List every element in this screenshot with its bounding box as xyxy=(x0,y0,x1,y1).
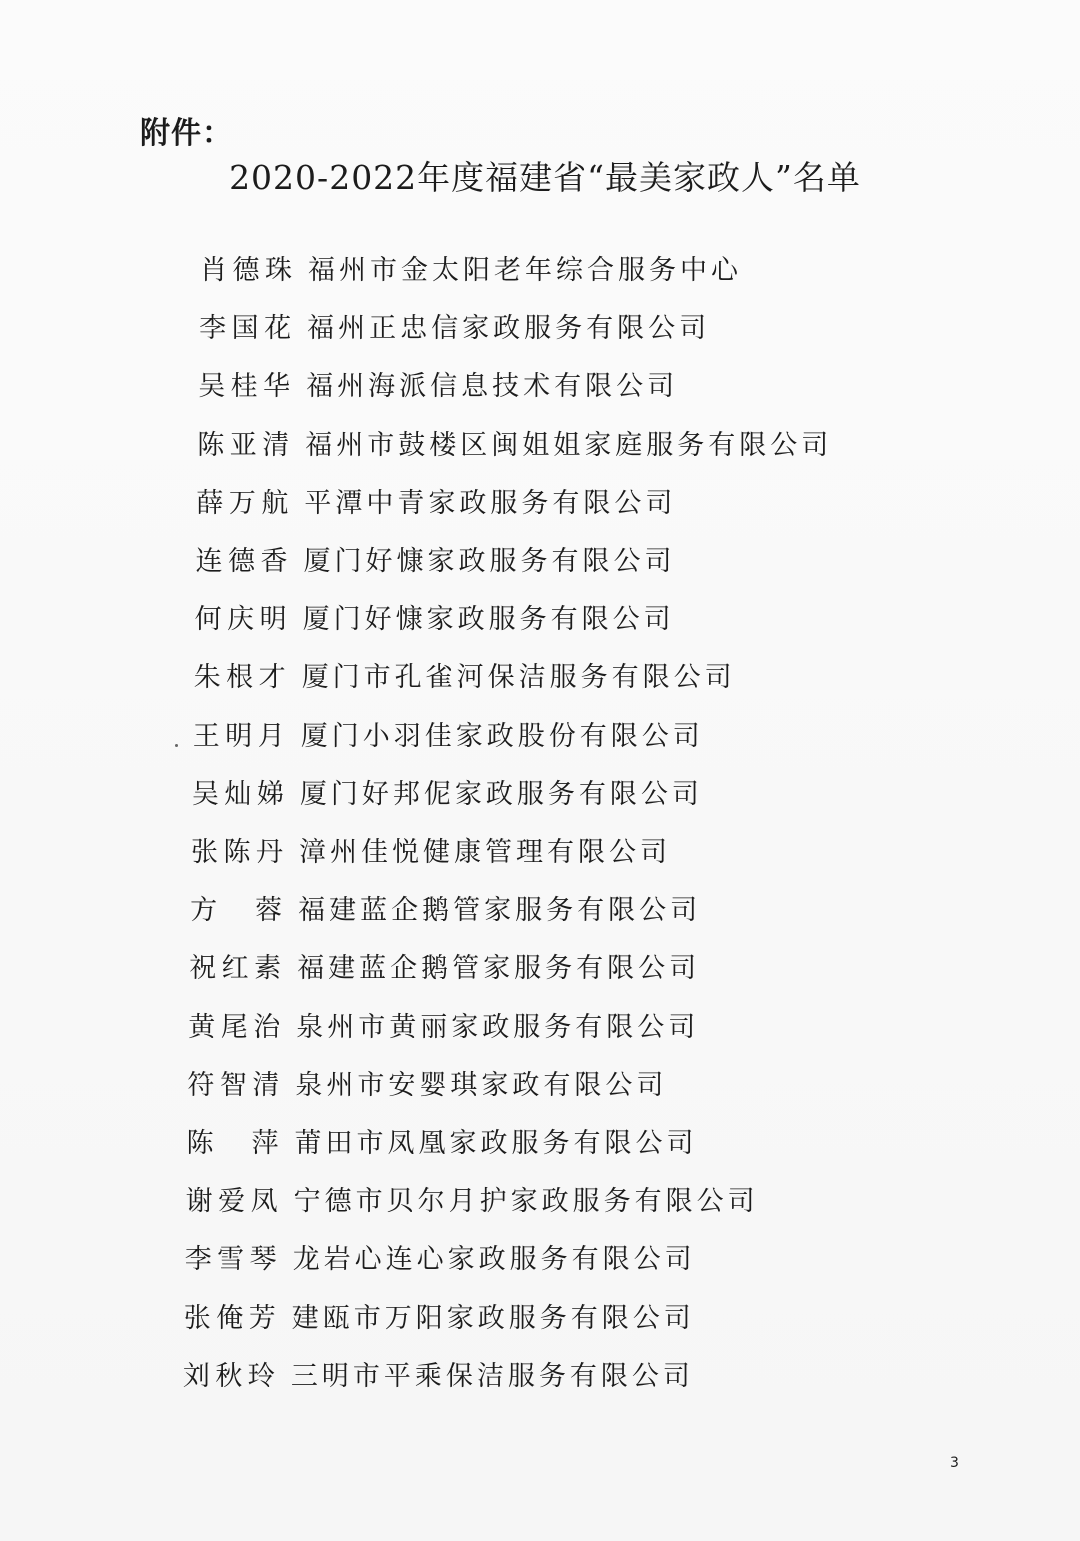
person-name: 陈萍 xyxy=(186,1128,279,1159)
list-item xyxy=(200,248,742,288)
list-item xyxy=(197,423,832,463)
organization-name: 厦门小羽佳家政股份有限公司 xyxy=(300,720,704,752)
person-name: 谢爱凤 xyxy=(185,1186,278,1218)
list-item xyxy=(190,888,701,928)
list-item xyxy=(187,1063,667,1103)
list-item xyxy=(192,772,703,812)
organization-name: 福州市鼓楼区闽姐姐家庭服务有限公司 xyxy=(305,429,833,461)
organization-name: 福州海派信息技术有限公司 xyxy=(306,371,679,403)
person-name: 薛万航 xyxy=(196,487,289,519)
person-name: 张陈丹 xyxy=(191,837,283,868)
list-item xyxy=(186,1179,759,1219)
organization-name: 龙岩心连心家政服务有限公司 xyxy=(292,1244,696,1276)
list-item xyxy=(183,1354,694,1394)
organization-name: 厦门好邦伲家政服务有限公司 xyxy=(299,778,703,810)
organization-name: 厦门市孔雀河保洁服务有限公司 xyxy=(301,662,736,694)
person-name: 李雪琴 xyxy=(184,1244,277,1276)
person-name: 连德香 xyxy=(195,546,288,577)
person-name: 吴桂华 xyxy=(198,371,291,403)
person-name: 刘秋玲 xyxy=(182,1360,275,1392)
list-item xyxy=(184,1296,695,1336)
person-name: 吴灿娣 xyxy=(191,778,284,810)
organization-name: 厦门好慷家政服务有限公司 xyxy=(303,546,676,577)
attachment-label: 附件： xyxy=(140,116,233,151)
person-name: 黄尾治 xyxy=(188,1011,281,1043)
list-item xyxy=(191,830,671,870)
organization-name: 福建蓝企鹅管家服务有限公司 xyxy=(298,895,702,927)
organization-name: 莆田市凤凰家政服务有限公司 xyxy=(294,1128,698,1159)
person-name: 何庆明 xyxy=(194,604,287,636)
list-item xyxy=(196,481,676,521)
organization-name: 建瓯市万阳家政服务有限公司 xyxy=(291,1302,695,1334)
organization-name: 漳州佳悦健康管理有限公司 xyxy=(299,837,671,868)
scan-speck xyxy=(175,744,178,747)
organization-name: 泉州市黄丽家政服务有限公司 xyxy=(296,1011,700,1043)
list-item xyxy=(196,539,676,579)
list-item xyxy=(189,946,700,986)
organization-name: 福州正忠信家政服务有限公司 xyxy=(307,313,711,345)
list-item xyxy=(187,1121,698,1161)
list-item xyxy=(198,364,678,404)
organization-name: 平潭中青家政服务有限公司 xyxy=(304,487,677,519)
organization-name: 泉州市安婴琪家政有限公司 xyxy=(295,1069,668,1101)
person-name: 王明月 xyxy=(192,720,285,752)
person-name: 朱根才 xyxy=(193,662,286,694)
person-name: 祝红素 xyxy=(189,953,282,985)
organization-name: 厦门好慷家政服务有限公司 xyxy=(302,604,675,636)
person-name: 方蓉 xyxy=(190,895,283,927)
list-item xyxy=(194,655,736,695)
person-name: 符智清 xyxy=(187,1069,280,1101)
list-item xyxy=(188,1005,699,1045)
page-number: 3 xyxy=(950,1455,959,1471)
person-name: 李国花 xyxy=(199,313,292,345)
organization-name: 三明市平乘保洁服务有限公司 xyxy=(290,1360,694,1392)
list-item xyxy=(199,306,710,346)
organization-name: 福州市金太阳老年综合服务中心 xyxy=(308,255,742,286)
person-name: 肖德珠 xyxy=(200,255,292,286)
list-item xyxy=(193,714,704,754)
document-title: 2020-2022年度福建省“最美家政人”名单 xyxy=(229,158,861,197)
list-item xyxy=(185,1237,696,1277)
organization-name: 福建蓝企鹅管家服务有限公司 xyxy=(297,953,701,985)
person-name: 陈亚清 xyxy=(197,429,290,461)
list-item xyxy=(195,597,675,637)
organization-name: 宁德市贝尔月护家政服务有限公司 xyxy=(293,1186,759,1218)
person-name: 张俺芳 xyxy=(183,1302,276,1334)
